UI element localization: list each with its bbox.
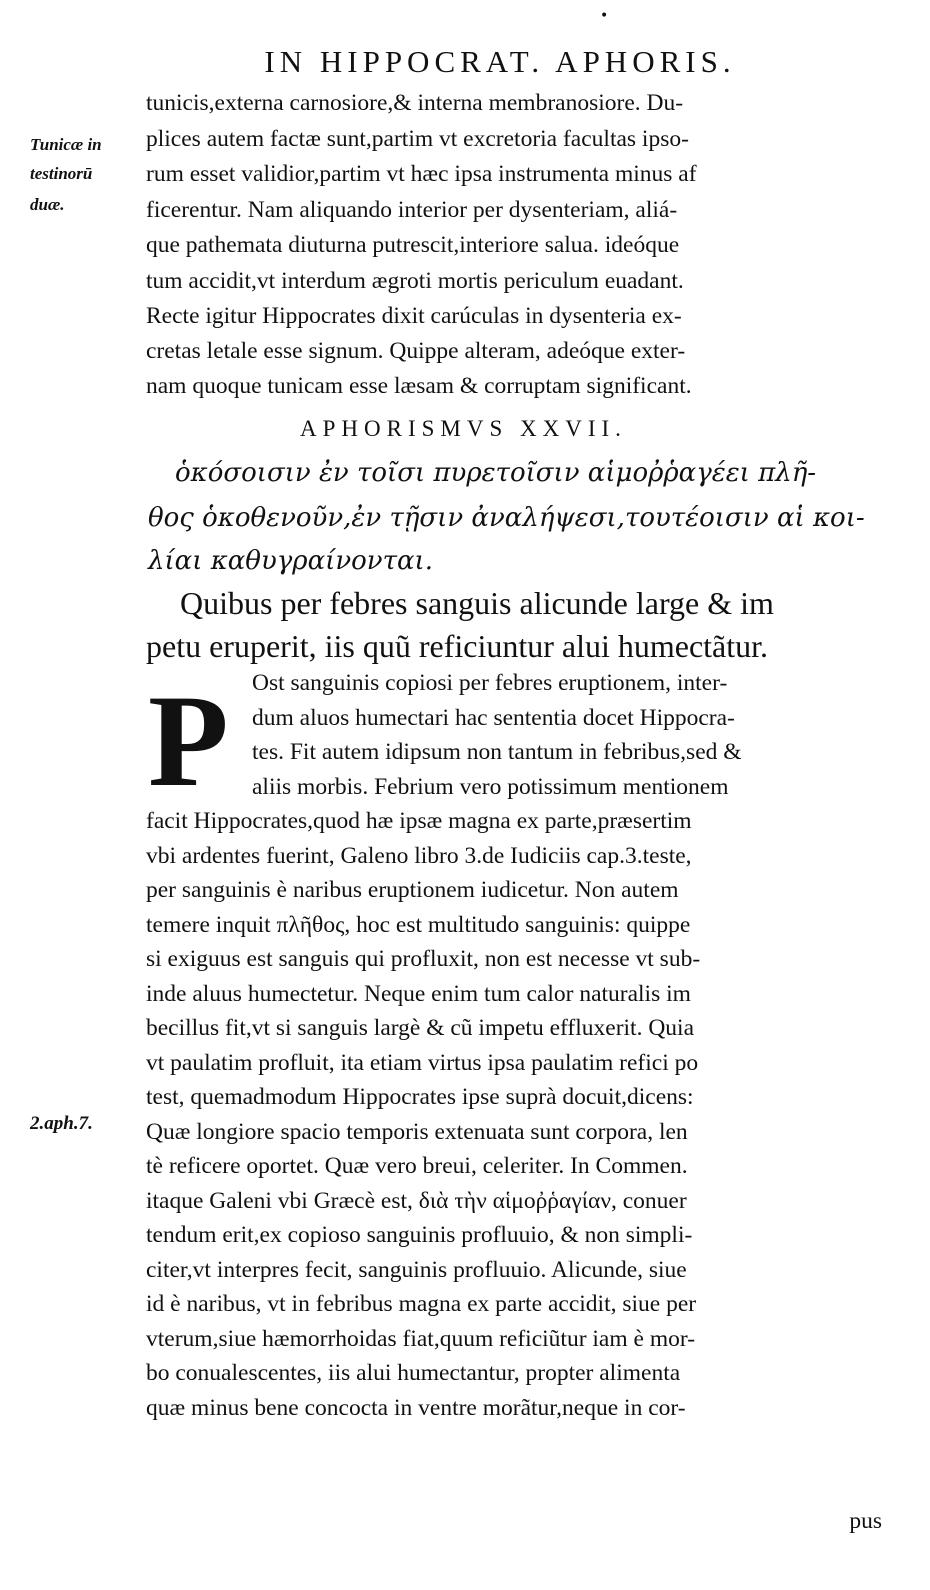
commentary-line: becillus fit,vt si sanguis largè & cũ impetu effluxerit. Quia	[146, 1015, 695, 1041]
ink-dot: •	[600, 8, 609, 24]
catchword: pus	[849, 1508, 882, 1534]
margin-note-reference: 2.aph.7.	[30, 1113, 93, 1134]
commentary-line: vt paulatim profluit, ita etiam virtus ipsa paulatim refici po	[146, 1050, 699, 1076]
margin-note-line: duæ.	[30, 195, 65, 214]
body-line: cretas letale esse signum. Quippe alteram, adeóque exter-	[146, 338, 686, 364]
commentary-line: bo conualescentes, iis alui humectantur, propter alimenta	[146, 1360, 681, 1386]
body-line: Recte igitur Hippocrates dixit carúculas in dysenteria ex-	[146, 303, 682, 329]
margin-note-line: Tunicæ in	[30, 135, 102, 154]
commentary-line: vterum,siue hæmorrhoidas fiat,quum reficiũtur iam è mor-	[146, 1326, 696, 1352]
latin-aphorism-line: Quibus per febres sanguis alicunde large & im	[180, 585, 774, 621]
greek-line: θος ὁκοθενοῦν,ἐν τῇσιν ἀναλήψεσι,τουτέοισιν αἱ κοι-	[148, 503, 865, 533]
commentary-line: quæ minus bene concocta in ventre morãtur,neque in cor-	[146, 1395, 686, 1421]
body-line: nam quoque tunicam esse læsam & corruptam significant.	[146, 373, 692, 399]
aphorism-heading: APHORISMVS XXVII.	[300, 416, 627, 441]
body-line: que pathemata diuturna putrescit,interiore salua. ideóque	[146, 232, 680, 258]
running-head: IN HIPPOCRAT. APHORIS.	[264, 44, 736, 79]
commentary-line: inde aluus humectetur. Neque enim tum calor naturalis im	[146, 981, 691, 1007]
commentary-line: temere inquit πλῆθος, hoc est multitudo sanguinis: quippe	[146, 912, 691, 938]
commentary-line: Quæ longiore spacio temporis extenuata sunt corpora, len	[146, 1119, 688, 1145]
commentary-line: vbi ardentes fuerint, Galeno libro 3.de Iudiciis cap.3.teste,	[146, 843, 692, 869]
body-line: rum esset validior,partim vt hæc ipsa instrumenta minus af	[146, 161, 697, 187]
commentary-line: aliis morbis. Febrium vero potissimum mentionem	[252, 774, 729, 800]
margin-note-line: testinorū	[30, 164, 93, 183]
commentary-line: per sanguinis è naribus eruptionem iudicetur. Non autem	[146, 877, 679, 903]
commentary-line: test, quemadmodum Hippocrates ipse suprà docuit,dicens:	[146, 1084, 694, 1110]
body-line: tunicis,externa carnosiore,& interna membranosiore. Du-	[146, 90, 684, 116]
body-line: ficerentur. Nam aliquando interior per dysenteriam, aliá-	[146, 197, 678, 223]
commentary-line: dum aluos humectari hac sententia docet Hippocra-	[252, 705, 735, 731]
body-line: plices autem factæ sunt,partim vt excretoria facultas ipso-	[146, 126, 689, 152]
commentary-line: tes. Fit autem idipsum non tantum in febribus,sed &	[252, 739, 742, 765]
commentary-line: itaque Galeni vbi Græcè est, διὰ τὴν αἱμοῤῥαγίαν, conuer	[146, 1188, 687, 1214]
commentary-line: si exiguus est sanguis qui profluxit, non est necesse vt sub-	[146, 946, 701, 972]
commentary-line: Ost sanguinis copiosi per febres eruptionem, inter-	[252, 670, 728, 696]
drop-cap: P	[148, 667, 229, 814]
commentary-line: citer,vt interpres fecit, sanguinis profluuio. Alicunde, siue	[146, 1257, 687, 1283]
greek-line: λίαι καθυγραίνονται.	[148, 546, 433, 576]
commentary-line: tè reficere oportet. Quæ vero breui, celeriter. In Commen.	[146, 1153, 688, 1179]
commentary-line: tendum erit,ex copioso sanguinis profluuio, & non simpli-	[146, 1222, 693, 1248]
latin-aphorism-line: petu eruperit, iis quũ reficiuntur alui humectãtur.	[146, 628, 769, 664]
body-line: tum accidit,vt interdum ægroti mortis periculum euadant.	[146, 268, 684, 294]
greek-line: ὁκόσοισιν ἐν τοῖσι πυρετοῖσιν αἱμοῤῥαγέει πλῆ-	[175, 458, 817, 488]
commentary-line: id è naribus, vt in febribus magna ex parte accidit, siue per	[146, 1291, 697, 1317]
commentary-line: facit Hippocrates,quod hæ ipsæ magna ex parte,præsertim	[146, 808, 692, 834]
